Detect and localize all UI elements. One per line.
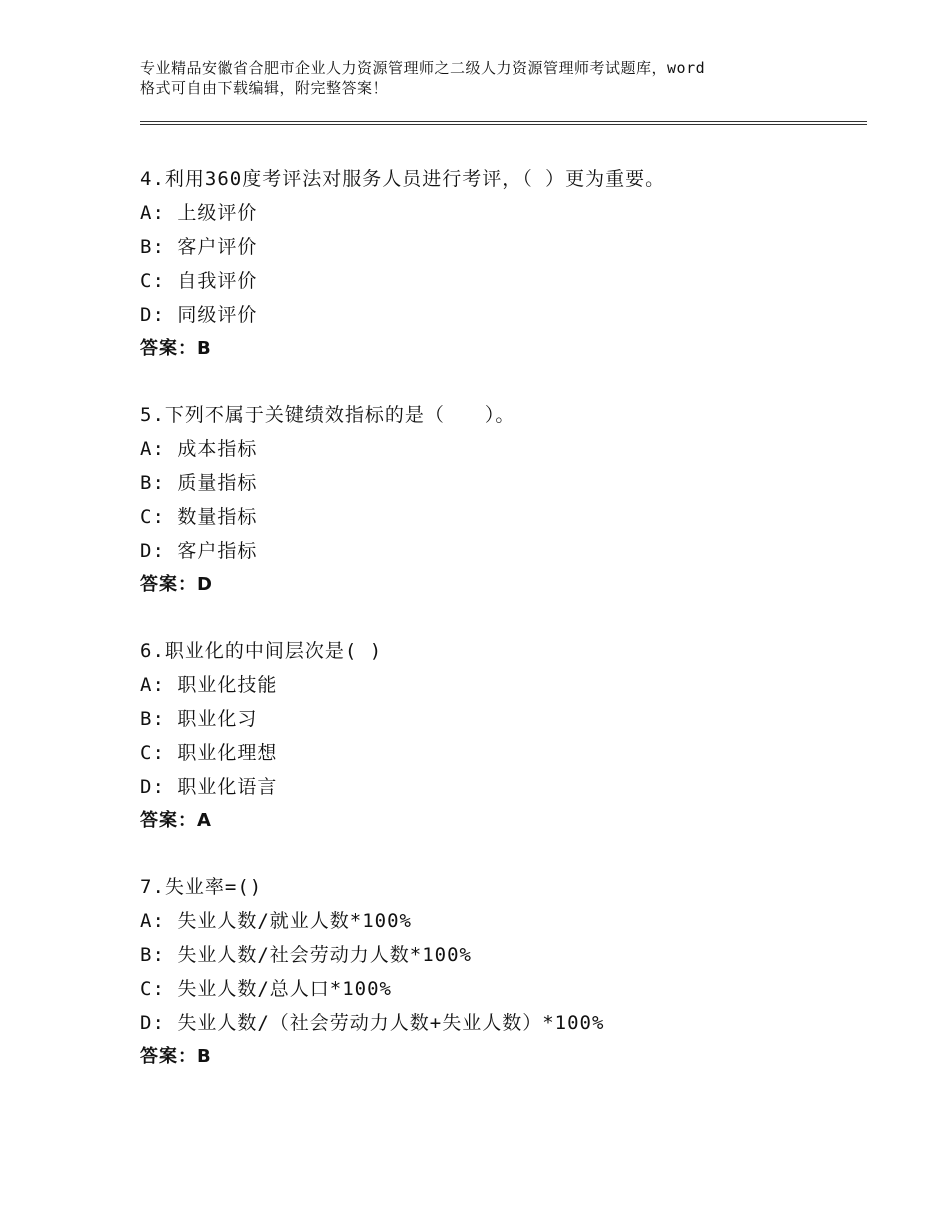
question-item xyxy=(140,162,880,366)
header-title-line-2: 格式可自由下载编辑，附完整答案！ xyxy=(140,79,389,97)
option-d: D: 失业人数/（社会劳动力人数+失业人数）*100% xyxy=(140,1012,605,1034)
header-title-line-1: 专业精品安徽省合肥市企业人力资源管理师之二级人力资源管理师考试题库，word xyxy=(140,59,706,77)
option-a: A: 失业人数/就业人数*100% xyxy=(140,910,412,932)
option-b: B: 客户评价 xyxy=(140,236,258,258)
answer-line: 答案：B xyxy=(140,338,212,359)
answer-line: 答案：B xyxy=(140,1046,212,1067)
question-stem: 4.利用360度考评法对服务人员进行考评，（ ）更为重要。 xyxy=(140,168,666,190)
question-item xyxy=(140,634,880,838)
option-b: B: 质量指标 xyxy=(140,472,258,494)
question-list xyxy=(140,162,880,1106)
header-divider xyxy=(140,121,867,125)
option-d: D: 职业化语言 xyxy=(140,776,278,798)
option-a: A: 成本指标 xyxy=(140,438,258,460)
question-item xyxy=(140,398,880,602)
question-stem: 5.下列不属于关键绩效指标的是（ ）。 xyxy=(140,404,516,426)
option-b: B: 职业化习 xyxy=(140,708,258,730)
option-a: A: 上级评价 xyxy=(140,202,258,224)
option-c: C: 数量指标 xyxy=(140,506,258,528)
option-c: C: 职业化理想 xyxy=(140,742,278,764)
answer-line: 答案：D xyxy=(140,574,213,595)
answer-line: 答案：A xyxy=(140,810,212,831)
option-d: D: 同级评价 xyxy=(140,304,258,326)
option-c: C: 失业人数/总人口*100% xyxy=(140,978,392,1000)
option-a: A: 职业化技能 xyxy=(140,674,278,696)
option-b: B: 失业人数/社会劳动力人数*100% xyxy=(140,944,472,966)
option-d: D: 客户指标 xyxy=(140,540,258,562)
page-header xyxy=(140,58,840,98)
question-stem: 6.职业化的中间层次是( ) xyxy=(140,640,383,662)
question-stem: 7.失业率=() xyxy=(140,876,263,898)
question-item xyxy=(140,870,880,1074)
option-c: C: 自我评价 xyxy=(140,270,258,292)
